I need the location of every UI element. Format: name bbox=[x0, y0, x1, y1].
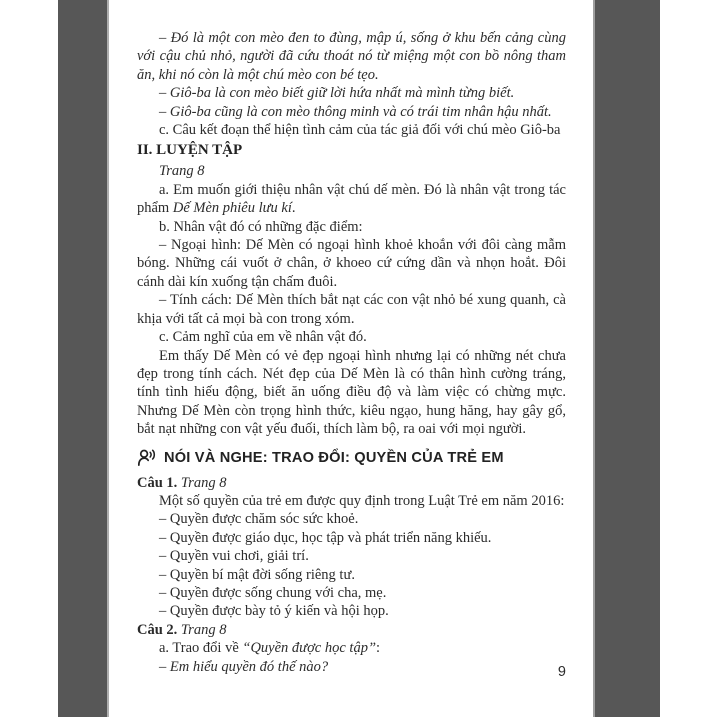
item-a-period: . bbox=[291, 200, 296, 217]
question-2-line bbox=[137, 621, 566, 639]
item-a-text: a. Trao đổi về bbox=[159, 640, 243, 657]
item-a-colon: : bbox=[376, 640, 381, 657]
item-a-text: a. Em muốn giới thiệu nhân vật chú dế mèn. Đó là nhân vật trong tác phẩm bbox=[137, 181, 566, 217]
left-background-bar bbox=[58, 0, 109, 717]
question-1-label: Câu 1. bbox=[137, 474, 178, 491]
rights-item: – Quyền được bày tỏ ý kiến và hội họp. bbox=[159, 603, 389, 620]
question-2-label: Câu 2. bbox=[137, 621, 178, 638]
appearance-paragraph: – Ngoại hình: Dế Mèn có ngoại hình khoẻ khoắn với đôi càng mẫm bóng. Những cái vuốt ở chân, ở khoeo cứ cứng dần và nhọn hoắt. Đôi cánh dài kín xuống tận chấm đuôi. bbox=[137, 237, 566, 290]
question-1-line bbox=[137, 474, 566, 492]
rights-item: – Quyền được giáo dục, học tập và phát triển năng khiếu. bbox=[159, 529, 492, 546]
practice-item-b: b. Nhân vật đó có những đặc điểm: bbox=[159, 218, 363, 235]
rights-item: – Quyền được chăm sóc sức khoẻ. bbox=[159, 511, 359, 528]
page-number: 9 bbox=[557, 664, 566, 680]
essay-paragraph: Em thấy Dế Mèn có vẻ đẹp ngoại hình nhưng lại có những nét chưa đẹp trong tính cách. Nét đẹp của Dế Mèn là có thân hình cường tráng, tính tình hiếu động, biết ăn uống điều độ và làm việc có chừng mực. Nhưng Dế Mèn còn trọng hình thức, kiêu ngạo, hung hăng, hay gây gổ, bắt nạt những con vật yếu đuối, thích làm bộ, ra oai với mọi người. bbox=[137, 347, 566, 438]
rights-intro: Một số quyền của trẻ em được quy định trong Luật Trẻ em năm 2016: bbox=[159, 492, 565, 509]
rights-item: – Quyền vui chơi, giải trí. bbox=[159, 548, 309, 565]
quote-item: – Giô-ba là con mèo biết giữ lời hứa nhất mà mình từng biết. bbox=[159, 85, 515, 102]
section-heading-speaking: NÓI VÀ NGHE: TRAO ĐỔI: QUYỀN CỦA TRẺ EM bbox=[164, 449, 504, 466]
work-title: Dế Mèn phiêu lưu kí bbox=[172, 200, 292, 217]
practice-item-c: c. Cảm nghĩ của em về nhân vật đó. bbox=[159, 329, 367, 346]
personality-paragraph: – Tính cách: Dế Mèn thích bắt nạt các con vật nhỏ bé xung quanh, cà khịa với tất cả mọi bà con trong xóm. bbox=[137, 292, 566, 327]
right-background-bar bbox=[593, 0, 660, 717]
page-content bbox=[109, 0, 593, 717]
page-reference: Trang 8 bbox=[159, 163, 205, 180]
question-2-sub-question: – Em hiểu quyền đó thế nào? bbox=[159, 658, 329, 675]
question-1-page-ref: Trang 8 bbox=[180, 474, 227, 491]
quoted-right-title: “Quyền được học tập” bbox=[242, 640, 377, 657]
conclusion-line: c. Câu kết đoạn thể hiện tình cảm của tác giả đối với chú mèo Giô-ba bbox=[159, 122, 561, 139]
section-heading-practice: II. LUYỆN TẬP bbox=[137, 142, 243, 159]
rights-item: – Quyền được sống chung với cha, mẹ. bbox=[159, 584, 387, 601]
speaking-section-header bbox=[137, 448, 566, 468]
question-2-page-ref: Trang 8 bbox=[180, 621, 227, 638]
speaking-person-icon bbox=[137, 448, 157, 468]
question-2-item-a bbox=[137, 639, 566, 657]
quote-item: – Đó là một con mèo đen to đùng, mập ú, sống ở khu bến cảng cùng với cậu chủ nhỏ, người đã cứu thoát nó từ miệng một con bồ nông tham ăn, khi nó còn là một chú mèo con bé tẹo. bbox=[137, 30, 566, 83]
quote-item: – Giô-ba cũng là con mèo thông minh và có trái tim nhân hậu nhất. bbox=[159, 103, 552, 120]
rights-item: – Quyền bí mật đời sống riêng tư. bbox=[159, 566, 355, 583]
practice-item-a bbox=[137, 181, 566, 218]
